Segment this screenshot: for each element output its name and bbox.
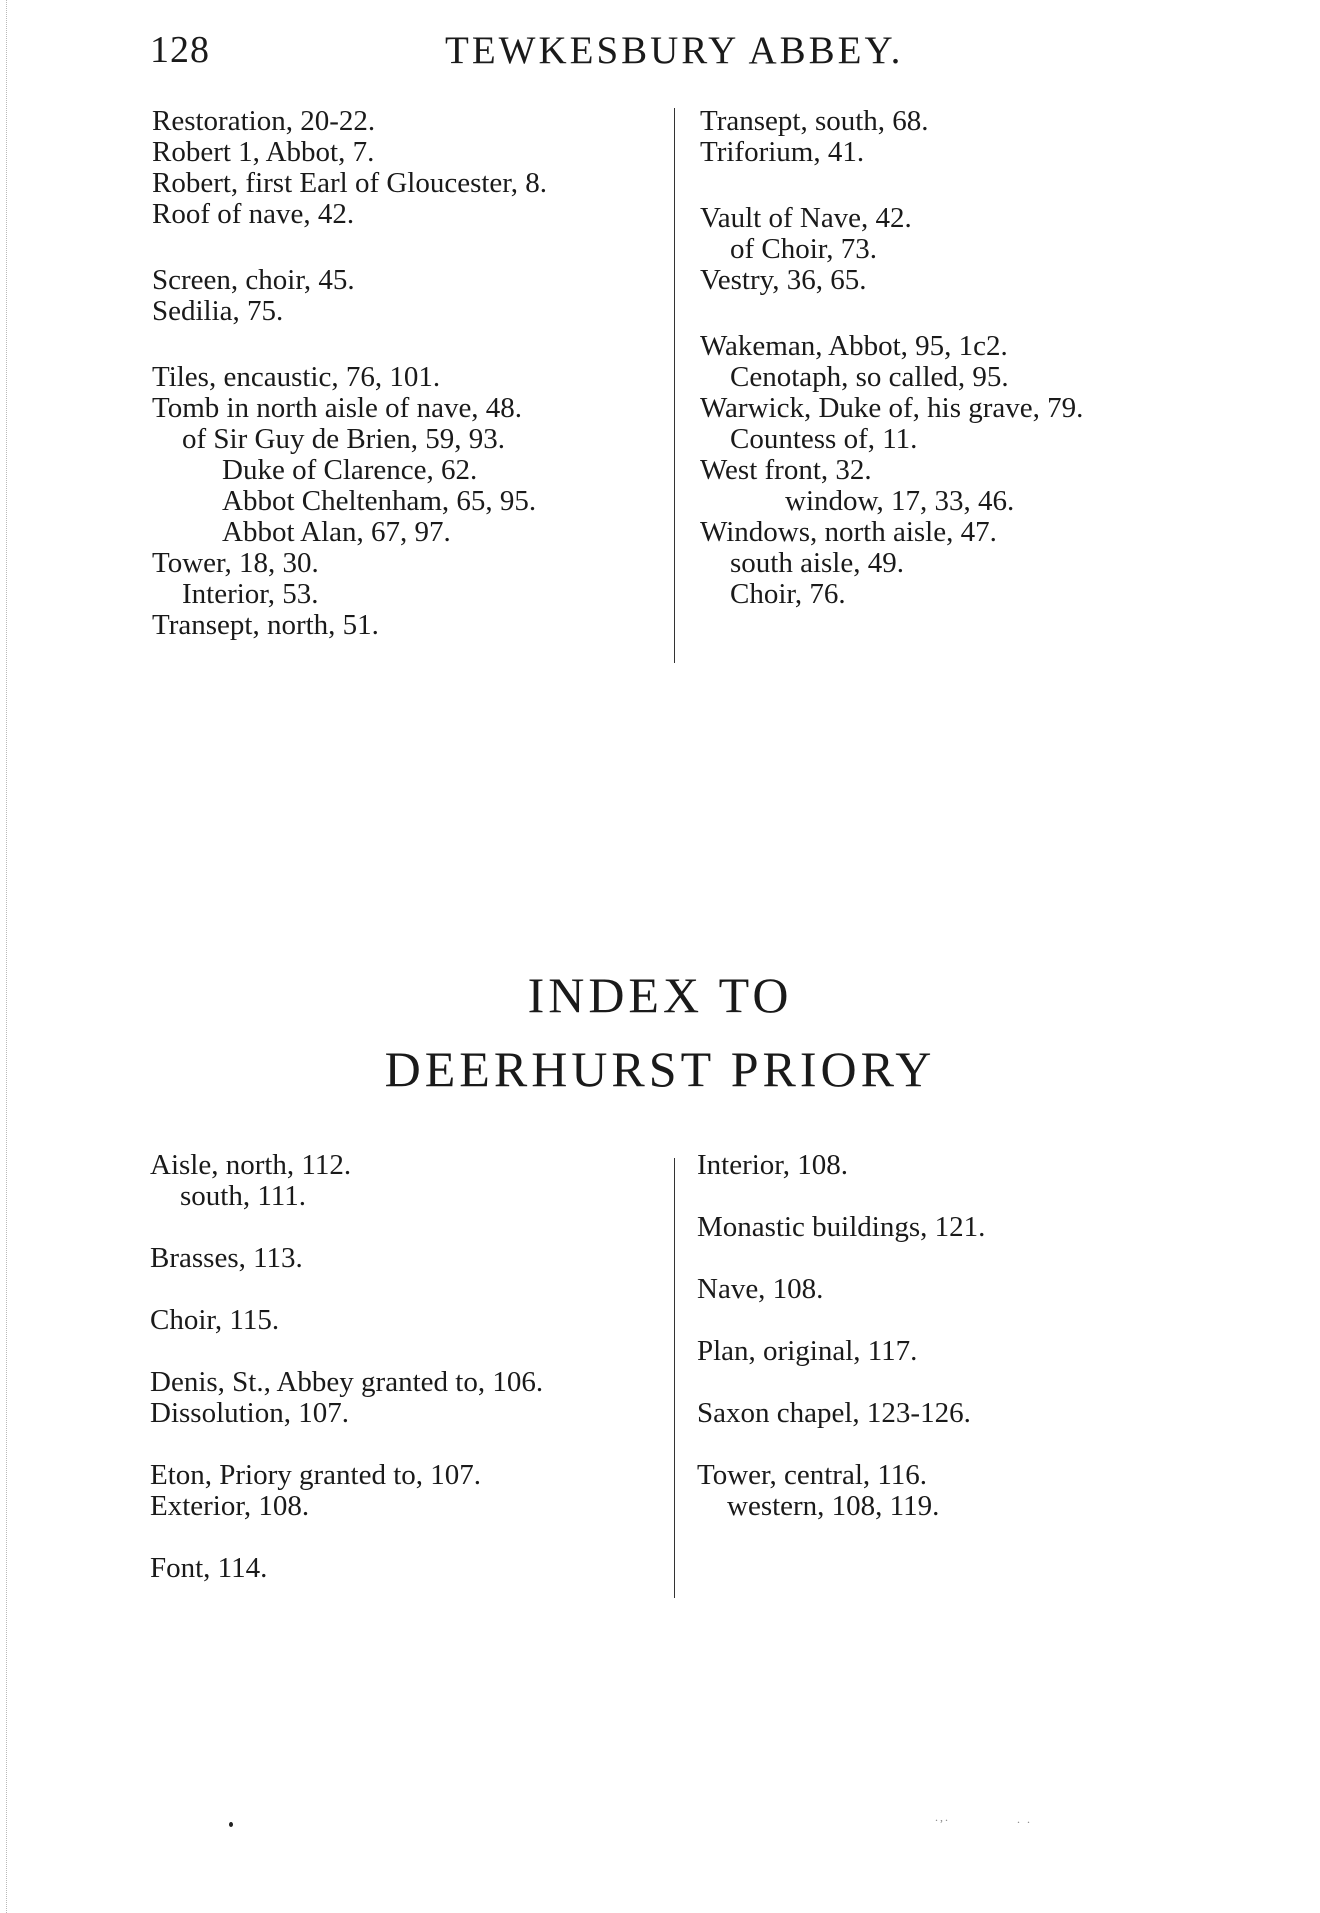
page-edge-dotted-line [6, 0, 7, 1913]
index-subentry: of Choir, 73. [730, 233, 878, 265]
index-entry: Font, 114. [150, 1552, 268, 1584]
ink-smudge: .,. [935, 1810, 950, 1824]
ink-speck [229, 1822, 233, 1827]
index-entry: Choir, 115. [150, 1304, 280, 1336]
index-subentry: of Sir Guy de Brien, 59, 93. [182, 423, 505, 455]
spacer [150, 1429, 543, 1460]
index-entry: Interior, 108. [697, 1149, 849, 1181]
index-entry: West front, 32. [700, 454, 872, 486]
index-subentry: Duke of Clarence, 62. [222, 454, 478, 486]
index-subentry: south aisle, 49. [730, 547, 904, 579]
page-number: 128 [150, 29, 210, 71]
index-entry: Warwick, Duke of, his grave, 79. [700, 392, 1084, 424]
index-subentry: south, 111. [180, 1180, 306, 1212]
spacer [152, 327, 547, 362]
index-entry: Transept, south, 68. [700, 105, 929, 137]
column-rule [674, 1158, 675, 1598]
index-subentry: Abbot Cheltenham, 65, 95. [222, 485, 537, 517]
index-entry: Dissolution, 107. [150, 1397, 349, 1429]
deerhurst-heading-line-1: INDEX TO [527, 967, 793, 1023]
index-entry: Tower, central, 116. [697, 1459, 928, 1491]
index-entry: Aisle, north, 112. [150, 1149, 352, 1181]
spacer [150, 1522, 543, 1553]
deerhurst-index-right-column [697, 1150, 985, 1522]
index-entry: Wakeman, Abbot, 95, 1c2. [700, 330, 1008, 362]
spacer [697, 1367, 985, 1398]
index-entry: Triforium, 41. [700, 136, 865, 168]
column-rule [674, 108, 675, 663]
index-entry: Eton, Priory granted to, 107. [150, 1459, 482, 1491]
index-entry: Restoration, 20-22. [152, 105, 376, 137]
index-entry: Robert, first Earl of Gloucester, 8. [152, 167, 548, 199]
index-entry: Denis, St., Abbey granted to, 106. [150, 1366, 544, 1398]
index-entry: Tomb in north aisle of nave, 48. [152, 392, 523, 424]
spacer [700, 296, 1083, 331]
spacer [697, 1243, 985, 1274]
index-subentry: window, 17, 33, 46. [785, 485, 1015, 517]
running-title: TEWKESBURY ABBEY. [445, 29, 904, 72]
spacer [697, 1181, 985, 1212]
ink-smudge: . . [1017, 1812, 1032, 1826]
index-entry: Tiles, encaustic, 76, 101. [152, 361, 441, 393]
index-subentry: Countess of, 11. [730, 423, 918, 455]
index-entry: Exterior, 108. [150, 1490, 310, 1522]
index-entry: Transept, north, 51. [152, 609, 379, 641]
deerhurst-heading-line-2: DEERHURST PRIORY [384, 1041, 936, 1097]
tewkesbury-index-left-column [152, 106, 547, 641]
index-subentry: Interior, 53. [182, 578, 319, 610]
spacer [150, 1212, 543, 1243]
index-subentry: Abbot Alan, 67, 97. [222, 516, 451, 548]
index-entry: Monastic buildings, 121. [697, 1211, 986, 1243]
spacer [152, 230, 547, 265]
index-entry: Roof of nave, 42. [152, 198, 355, 230]
index-entry: Sedilia, 75. [152, 295, 284, 327]
index-entry: Brasses, 113. [150, 1242, 303, 1274]
spacer [697, 1305, 985, 1336]
deerhurst-index-left-column [150, 1150, 543, 1584]
spacer [700, 168, 1083, 203]
index-entry: Tower, 18, 30. [152, 547, 319, 579]
tewkesbury-index-right-column [700, 106, 1083, 610]
spacer [697, 1429, 985, 1460]
index-subentry: Cenotaph, so called, 95. [730, 361, 1009, 393]
spacer [150, 1336, 543, 1367]
index-entry: Screen, choir, 45. [152, 264, 355, 296]
spacer [150, 1274, 543, 1305]
index-entry: Nave, 108. [697, 1273, 824, 1305]
index-entry: Vault of Nave, 42. [700, 202, 912, 234]
index-entry: Robert 1, Abbot, 7. [152, 136, 375, 168]
index-entry: Plan, original, 117. [697, 1335, 918, 1367]
index-entry: Saxon chapel, 123-126. [697, 1397, 971, 1429]
index-entry: Vestry, 36, 65. [700, 264, 867, 296]
index-entry: Windows, north aisle, 47. [700, 516, 997, 548]
running-head [150, 28, 1170, 78]
index-subentry: western, 108, 119. [727, 1490, 940, 1522]
index-subentry: Choir, 76. [730, 578, 846, 610]
